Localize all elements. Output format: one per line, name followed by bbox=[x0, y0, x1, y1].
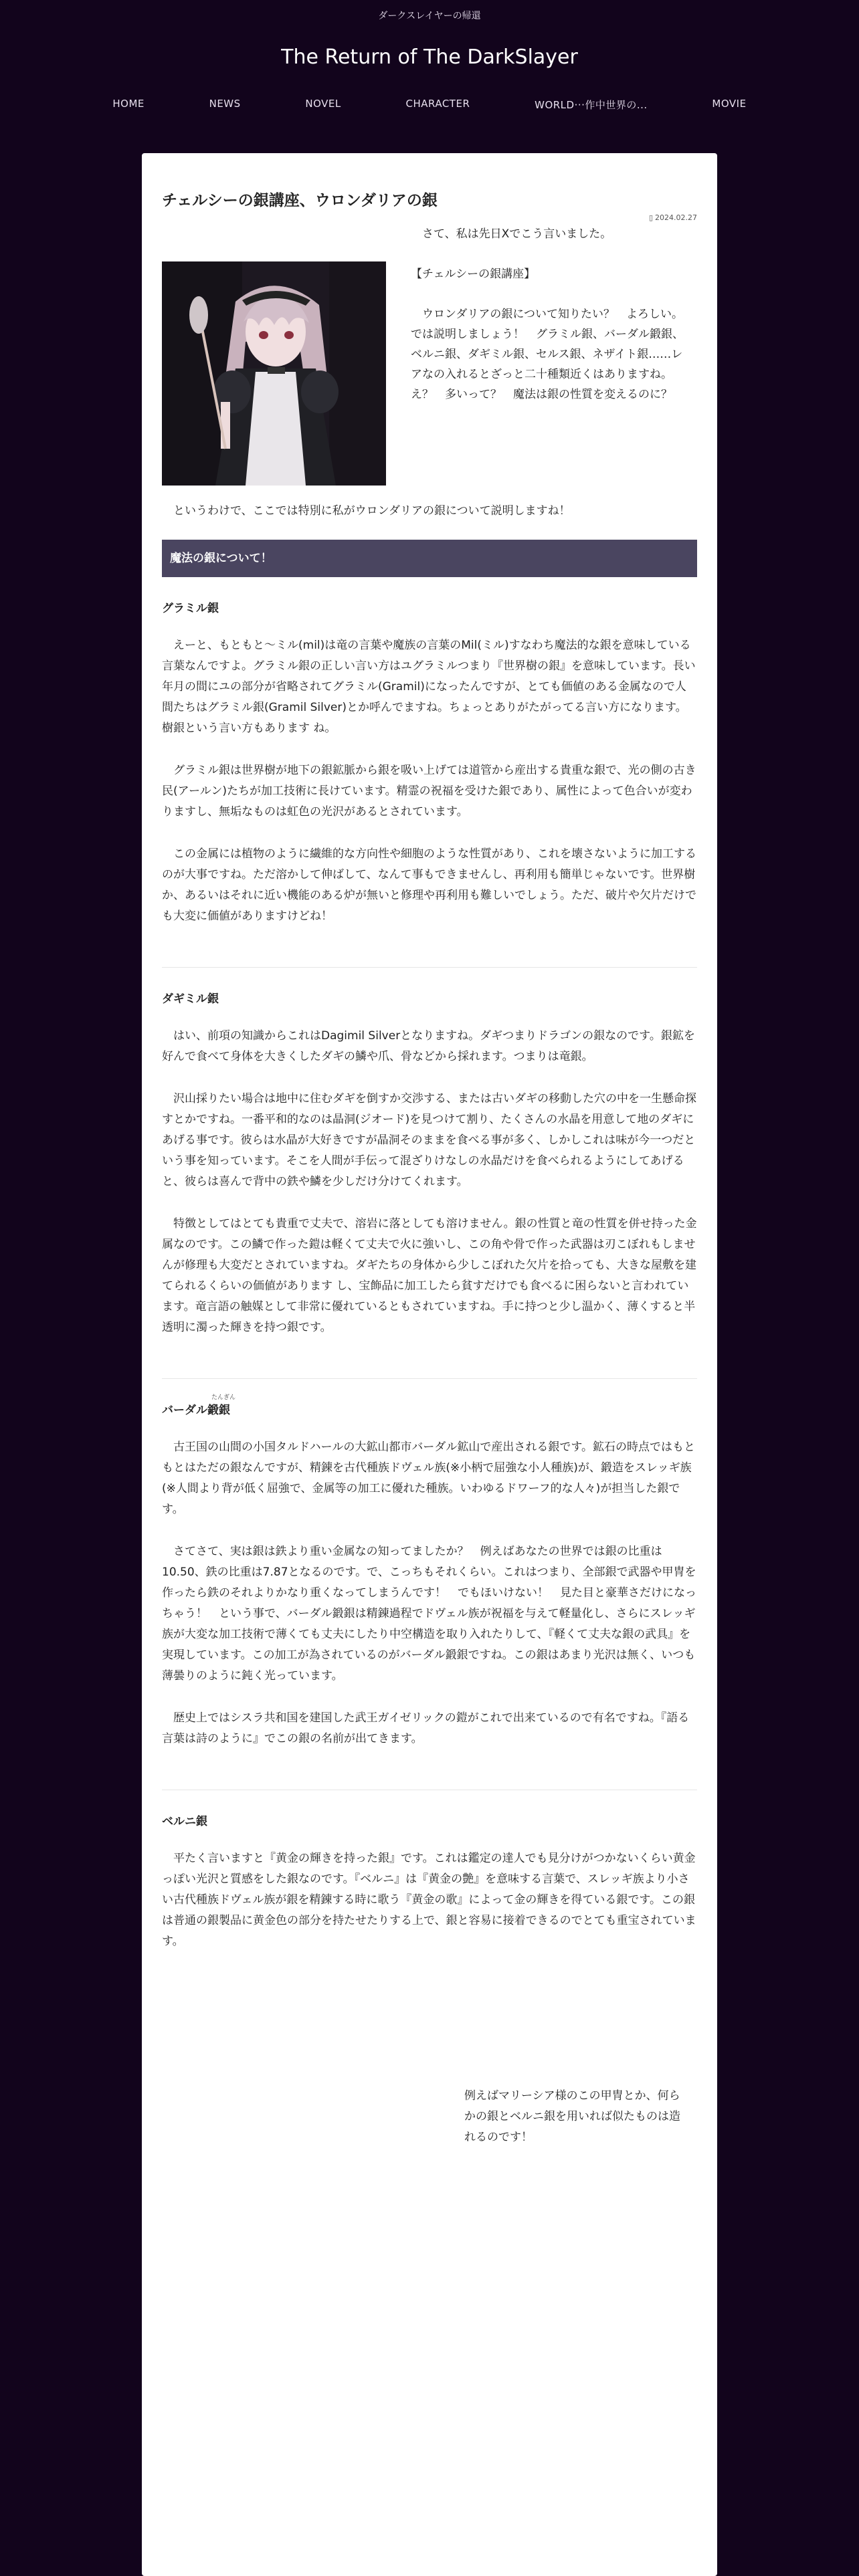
character-illustration bbox=[162, 261, 386, 486]
section-berni bbox=[162, 1812, 697, 1992]
intro-line: さて、私は先日Xでこう言いました。 bbox=[411, 227, 612, 241]
global-nav bbox=[0, 98, 859, 112]
section-paragraph: 古王国の山間の小国タルドハールの大鉱山都市バーダル鉱山で産出される銀です。鉱石の時点ではもともとはただの銀なんですが、精錬を古代種族ドヴェル族(※小柄で屈強な小人種族)が、鍛造をスレッギ族(※人間より背が低く屈強で、金属等の加工に優れた種族。いわゆるドワーフ的な人々)が担当した銀です。 bbox=[162, 1440, 695, 1516]
post-date bbox=[162, 213, 697, 224]
section-heading-text: バーダル鍛銀 bbox=[162, 1404, 230, 1417]
section-paragraph: 沢山採りたい場合は地中に住むダギを倒すか交渉する、または古いダギの移動した穴の中を一生懸命探すとかですね。一番平和的なのは晶洞(ジオード)を見つけて割り、たくさんの水晶を用意して地のダギにあげる事です。彼らは水晶が大好きですが晶洞そのままを食べる事が多く、しかしこれは味が今一つだという事を知っています。そこを人間が手伝って混ざりけなしの水晶だけを食べられるようにしてあげると、彼らは喜んで背中の鉄や鱗を少しだけ分けてくれます。 bbox=[162, 1092, 696, 1188]
intro-block bbox=[162, 224, 697, 505]
nav-world[interactable]: WORLD···作中世界の... bbox=[535, 99, 648, 111]
section-heading: ダギミル銀 bbox=[162, 992, 219, 1006]
nav-character[interactable]: CHARACTER bbox=[405, 98, 470, 110]
aside-caption: 例えばマリーシア様のこの甲冑とか、何らかの銀とベルニ銀を用いれば似たものは造れるのです！ bbox=[464, 2089, 680, 2144]
section-dagimil bbox=[162, 989, 697, 1379]
intro-quote-body: ウロンダリアの銀について知りたい？ よろしい。では説明しましょう！ グラミル銀、バーダル鍛銀、ベルニ銀、ダギミル銀、セルス銀、ネザイト銀……レアなの入れるとざっと二十種類近くはありますね。 え？ 多いって？ 魔法は銀の性質を変えるのに？ bbox=[411, 308, 684, 401]
nav-news[interactable]: NEWS bbox=[209, 98, 241, 110]
section-paragraph: はい、前項の知識からこれはDagimil Silverとなりますね。ダギつまりドラゴンの銀なのです。銀鉱を好んで食べて身体を大きくしたダギの鱗や爪、骨などから採れます。つまりは竜銀。 bbox=[162, 1029, 695, 1063]
site-header bbox=[0, 0, 859, 152]
section-heading: グラミル銀 bbox=[162, 602, 219, 615]
intro-text bbox=[411, 224, 690, 425]
article-title: チェルシーの銀講座、ウロンダリアの銀 bbox=[162, 192, 438, 209]
section-paragraph: 特徴としてはとても貴重で丈夫で、溶岩に落としても溶けません。銀の性質と竜の性質を併せ持った金属なのです。この鱗で作った鎧は軽くて丈夫で火に強いし、この角や骨で作った武器は刃こぼれもしませんが修理も大変だとされていますね。ダギたちの身体から少しこぼれた欠片を拾っても、大きな屋敷を建てられるくらいの価値があります し、宝飾品に加工したら貧すだけでも食べるに困らないと言われています。竜言語の触媒として非常に優れているともされていますね。手に持つと少し温かく、薄くすると半透明に濁った輝きを持つ銀です。 bbox=[162, 1217, 697, 1334]
intro-quote-heading: 【チェルシーの銀講座】 bbox=[411, 267, 536, 281]
nav-movie[interactable]: MOVIE bbox=[712, 98, 747, 110]
calendar-icon: ▯ bbox=[648, 213, 654, 222]
nav-novel[interactable]: NOVEL bbox=[305, 98, 341, 110]
section-gramil bbox=[162, 599, 697, 968]
site-title[interactable]: The Return of The DarkSlayer bbox=[281, 45, 578, 69]
bridge-paragraph: というわけで、ここでは特別に私がウロンダリアの銀について説明しますね！ bbox=[162, 504, 571, 518]
section-heading-ruby: たんぎん bbox=[211, 1394, 236, 1401]
section-paragraph: さてさて、実は銀は鉄より重い金属なの知ってましたか？ 例えばあなたの世界では銀の比重は10.50、鉄の比重は7.87となるのです。で、こっちもそれくらい。これはつまり、全部銀で武器や甲冑を作ったら鉄のそれよりかなり重くなってしまうんです！ でもほいけない！ 見た目と豪華さだけになっちゃう！ という事で、バーダル鍛銀は精錬過程でドヴェル族が祝福を与えて軽量化し、さらにスレッギ族が大変な加工技術で薄くても丈夫にしたり中空構造を取り入れたりして、『軽くて丈夫な銀の武具』を実現しています。この加工が為されているのがバーダル鍛銀ですね。この銀はあまり光沢は無く、いつも薄曇りのように鈍く光っています。 bbox=[162, 1545, 696, 1683]
site-tagline: ダークスレイヤーの帰還 bbox=[378, 11, 481, 21]
section-heading: ベルニ銀 bbox=[162, 1815, 207, 1828]
section-paragraph: えーと、もともと～ミル(mil)は竜の言葉や魔族の言葉のMil(ミル)すなわち魔法的な銀を意味している言葉なんですよ。グラミル銀の正しい言い方はユグラミルつまり『世界樹の銀』を意味しています。長い年月の間にユの部分が省略されてグラミル(Gramil)になったんですが、とても価値のある金属なので人間たちはグラミル銀(Gramil Silver)とか呼んでますね。ちょっとありがたがってる言い方になります。樹銀という言い方もあります ね。 bbox=[162, 639, 696, 735]
section-banner: 魔法の銀について！ bbox=[162, 540, 697, 577]
nav-home[interactable]: HOME bbox=[112, 98, 145, 110]
section-bardal bbox=[162, 1394, 697, 1790]
section-paragraph: 歴史上ではシスラ共和国を建国した武王ガイゼリックの鎧がこれで出来ているので有名ですね。『語る言葉は詩のように』でこの銀の名前が出てきます。 bbox=[162, 1711, 690, 1745]
section-paragraph: 平たく言いますと『黄金の輝きを持った銀』です。これは鑑定の達人でも見分けがつかないくらい黄金っぽい光沢と質感をした銀なのです。『ベルニ』は『黄金の艶』を意味する言葉で、スレッギ族より小さい古代種族ドヴェル族が銀を精錬する時に歌う『黄金の歌』によって金の輝きを得ている銀です。この銀は普通の銀製品に黄金色の部分を持たせたりする上で、銀と容易に接着できるのでとても重宝されています。 bbox=[162, 1852, 696, 1948]
article-card bbox=[142, 153, 717, 2576]
section-paragraph: この金属には植物のように繊維的な方向性や細胞のような性質があり、これを壊さないように加工するのが大事ですね。ただ溶かして伸ばして、なんて事もできませんし、再利用も簡単じゃないです。世界樹か、あるいはそれに近い機能のある炉が無いと修理や再利用も難しいでしょう。ただ、破片や欠片だけでも大変に価値がありますけどね！ bbox=[162, 847, 696, 923]
section-heading bbox=[162, 1394, 697, 1417]
maid-character-image bbox=[162, 261, 386, 486]
post-date-value: 2024.02.27 bbox=[655, 213, 697, 222]
section-paragraph: グラミル銀は世界樹が地下の銀鉱脈から銀を吸い上げては道管から産出する貴重な銀で、光の側の古き民(アールン)たちが加工技術に長けています。精霊の祝福を受けた銀であり、属性によって色合いが変わりますし、無垢なものは虹色の光沢があるとされています。 bbox=[162, 764, 696, 819]
